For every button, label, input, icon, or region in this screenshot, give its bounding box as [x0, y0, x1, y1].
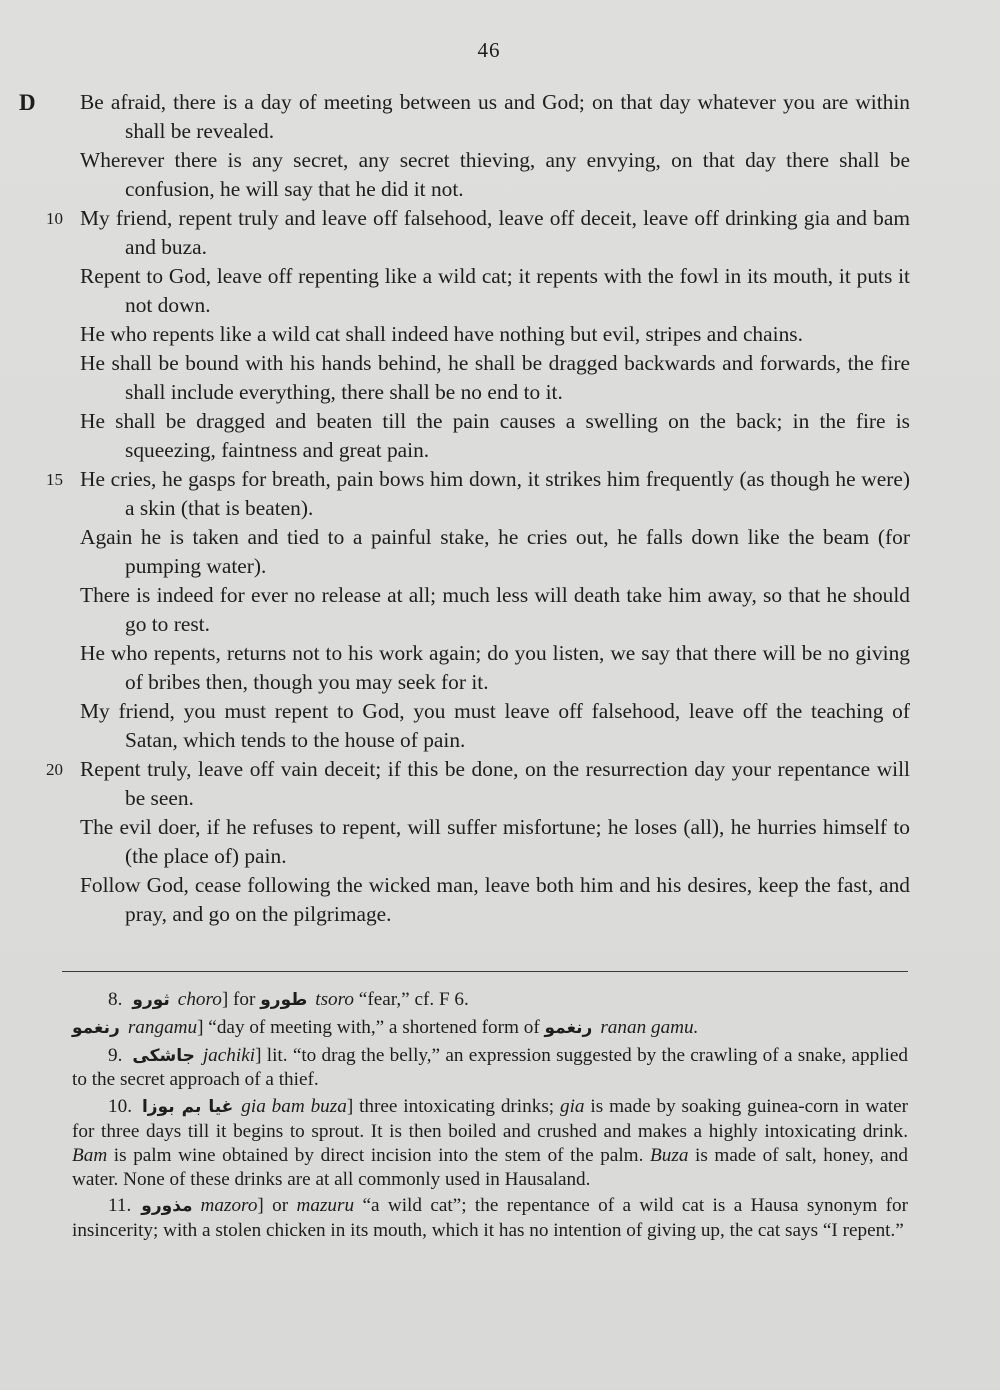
footnotes — [72, 988, 908, 1246]
verse — [46, 465, 910, 523]
verse-text: The evil doer, if he refuses to repent, will suffer misfortune; he loses (all), he hurries himself to (the place of) pain. — [80, 815, 910, 868]
verse — [80, 146, 910, 204]
verse — [80, 349, 910, 407]
verse-text: Repent truly, leave off vain deceit; if this be done, on the resurrection day your repentance will be seen. — [80, 757, 910, 810]
hausa-term: choro — [177, 989, 222, 1010]
hausa-term: mazoro — [200, 1195, 258, 1217]
footnote-text: ] lit. “to drag the belly,” an expression suggested by the crawling of a snake, applied to the secret approach of a thief. — [72, 1044, 908, 1091]
verse — [80, 407, 910, 465]
arabic-script: مذورو — [141, 1196, 193, 1217]
verse-text: Again he is taken and tied to a painful stake, he cries out, he falls down like the beam (for pumping water). — [80, 525, 910, 578]
hausa-term: Buza — [650, 1144, 689, 1166]
footnote-text: “fear,” cf. F 6. — [354, 989, 469, 1010]
footnote-text: is made of salt, honey, and water. None of these drinks are at all commonly used in Hausaland. — [72, 1144, 909, 1190]
hausa-term: gia bam buza — [241, 1096, 347, 1118]
footnote-text: ] “day of meeting with,” a shortened form of — [197, 1016, 545, 1038]
footnote-9 — [72, 1044, 908, 1093]
footnote-number: 8. — [108, 989, 123, 1010]
verse-text: He shall be dragged and beaten till the pain causes a swelling on the back; in the fire is squeezing, faintness and great pain. — [80, 409, 910, 462]
footnote-number: 11. — [108, 1195, 132, 1217]
arabic-script: ثورو — [132, 990, 170, 1010]
verse — [80, 813, 910, 871]
hausa-term: mazuru — [296, 1195, 355, 1217]
footnote-text: ] three intoxicating drinks; — [346, 1096, 560, 1118]
footnote-number: 10. — [108, 1096, 132, 1118]
verse-text: He shall be bound with his hands behind, he shall be dragged backwards and forwards, the fire shall include everything, there shall be no end to it. — [80, 351, 910, 404]
footnote-number: 9. — [108, 1044, 123, 1066]
footnote-text: ] or — [257, 1195, 297, 1217]
footnote-8-continued — [72, 1016, 908, 1041]
verse-text: He who repents, returns not to his work again; do you listen, we say that there will be no giving of bribes then, though you may seek for it. — [80, 641, 910, 694]
verse — [46, 204, 910, 262]
verse — [80, 697, 910, 755]
hausa-term: rangamu — [127, 1016, 198, 1038]
arabic-script: غيا بم بوزا — [141, 1097, 234, 1118]
footnote-text: is palm wine obtained by direct incision into the stem of the palm. — [107, 1144, 651, 1166]
hausa-term: Bam — [72, 1144, 108, 1166]
verse — [80, 523, 910, 581]
page-number: 46 — [477, 38, 501, 62]
footnote-divider — [62, 971, 908, 972]
hausa-term: jachiki — [202, 1044, 256, 1066]
footnote-8 — [72, 988, 908, 1013]
arabic-script: رنغمو — [544, 1017, 593, 1038]
verse-text: Wherever there is any secret, any secret thieving, any envying, on that day there shall be confusion, he will say that he did it not. — [80, 148, 910, 201]
verse — [80, 639, 910, 697]
verse — [80, 88, 910, 146]
verse-text: He cries, he gasps for breath, pain bows him down, it strikes him frequently (as though he were) a skin (that is beaten). — [80, 467, 910, 520]
footnote-text: ] for — [221, 989, 261, 1010]
verse-list — [46, 88, 910, 929]
hausa-term: ranan gamu. — [600, 1016, 699, 1038]
verse-text: There is indeed for ever no release at all; much less will death take him away, so that he should go to rest. — [80, 583, 910, 636]
hausa-term: gia — [560, 1096, 585, 1118]
arabic-script: جاشكى — [132, 1045, 195, 1066]
line-number: 20 — [46, 760, 63, 779]
verse-text: My friend, repent truly and leave off falsehood, leave off deceit, leave off drinking gia and bam and buza. — [80, 206, 910, 259]
footnote-text: “a wild cat”; the repentance of a wild cat is a Hausa synonym for insincerity; with a stolen chicken in its mouth, which it has no intention of giving up, the cat says “I repent.” — [72, 1195, 909, 1242]
arabic-script: طورو — [260, 990, 308, 1010]
hausa-term: tsoro — [315, 989, 354, 1010]
verse-text: Follow God, cease following the wicked man, leave both him and his desires, keep the fast, and pray, and go on the pilgrimage. — [80, 873, 910, 926]
verse — [80, 262, 910, 320]
footnote-11 — [72, 1194, 908, 1243]
verse — [80, 871, 910, 929]
line-number: 15 — [46, 470, 63, 489]
footnote-10 — [72, 1095, 908, 1191]
line-number: 10 — [46, 209, 63, 228]
verse-text: My friend, you must repent to God, you must leave off falsehood, leave off the teaching of Satan, which tends to the house of pain. — [80, 699, 910, 752]
verse — [80, 581, 910, 639]
verse-text: He who repents like a wild cat shall indeed have nothing but evil, stripes and chains. — [80, 322, 803, 346]
verse — [80, 320, 910, 349]
verse — [46, 755, 910, 813]
verse-text: Be afraid, there is a day of meeting between us and God; on that day whatever you are within shall be revealed. — [80, 90, 910, 143]
footnote-text: is made by soaking guinea-corn in water for three days till it begins to sprout. It is then boiled and crushed and makes a highly intoxicating drink. — [72, 1096, 908, 1142]
section-letter: D — [19, 90, 36, 115]
arabic-script: رنغمو — [72, 1017, 120, 1038]
verse-text: Repent to God, leave off repenting like a wild cat; it repents with the fowl in its mouth, it puts it not down. — [80, 264, 910, 317]
